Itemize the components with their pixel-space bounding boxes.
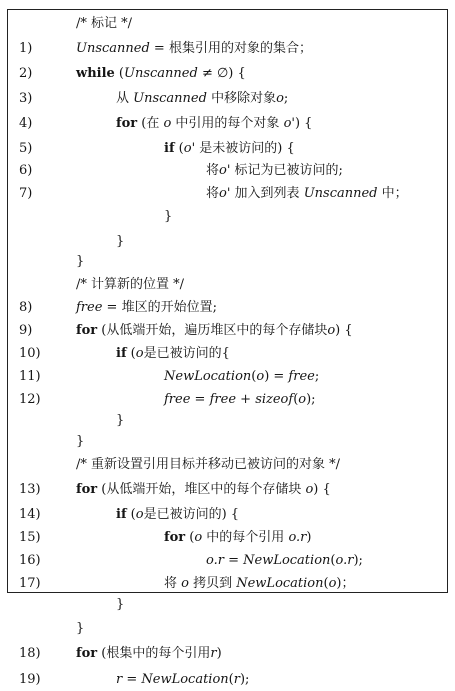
code-line [8,88,447,110]
code-text [76,320,353,342]
code-line [8,113,447,135]
math-identifier: NewLocation [236,576,324,591]
code-text [206,160,343,182]
math-identifier: sizeof [255,392,294,407]
code-fragment: (根集中的每个引用 [97,646,211,661]
code-line [8,366,447,388]
algorithm-box [7,9,448,687]
code-text [76,274,184,296]
code-fragment: ); [239,672,250,687]
code-fragment: 拷贝到 [188,576,237,591]
code-text [76,13,132,35]
code-text [76,618,84,640]
math-identifier: o' [219,186,231,201]
line-number: 4) [19,116,33,131]
math-identifier: o [135,346,144,361]
line-number: 17) [19,576,41,591]
line-number: 10) [19,346,41,361]
code-fragment: /* 标记 */ [76,16,133,31]
code-line [8,669,447,691]
code-text [76,454,340,476]
math-identifier: o [305,482,314,497]
code-fragment: ( [185,530,195,545]
keyword: for [116,116,138,131]
code-line [8,594,447,616]
keyword: for [164,530,186,545]
math-identifier: free [209,392,237,407]
math-identifier: o [328,576,337,591]
code-fragment: } [76,254,85,269]
code-fragment: 从 [116,91,134,106]
math-identifier: o [181,576,189,591]
code-fragment: ( [126,346,136,361]
code-fragment: ; [283,91,289,106]
code-fragment: 中的每个引用 [202,530,289,545]
code-line [8,573,447,595]
code-fragment: 是未被访问的) { [195,141,295,156]
line-number: 2) [19,66,33,81]
code-line [8,643,447,665]
code-fragment: ) { [335,323,353,338]
code-fragment: + [236,392,256,407]
line-number: 3) [19,91,33,106]
code-line [8,38,447,60]
code-line [8,183,447,205]
math-identifier: Unscanned [76,41,150,56]
line-number: 16) [19,553,41,568]
code-text [164,206,172,228]
code-line [8,160,447,182]
math-identifier: o [163,116,172,131]
math-identifier: o.r [335,553,354,568]
keyword: for [76,646,98,661]
code-line [8,410,447,432]
line-number: 1) [19,41,33,56]
keyword: if [164,141,175,156]
code-fragment: ) { [294,116,313,131]
line-number: 11) [19,369,41,384]
code-text [116,669,249,691]
math-identifier: o' [219,163,231,178]
keyword: for [76,323,98,338]
code-text [116,231,124,253]
math-identifier: free [76,300,103,315]
code-fragment: /* 重新设置引用目标并移动已被访问的对象 */ [76,457,341,472]
code-fragment: ( [330,553,336,568]
code-line [8,618,447,640]
line-number: 6) [19,163,33,178]
code-fragment: } [164,209,173,224]
code-fragment: ) { [313,482,331,497]
math-identifier: o.r [206,553,224,568]
keyword: for [76,482,98,497]
code-fragment: (从低端开始，堆区中的每个存储块 [97,482,306,497]
code-line [8,343,447,365]
code-fragment: ( [251,369,257,384]
code-text [116,343,230,365]
code-fragment: = [190,392,210,407]
code-fragment: 将 [206,186,220,201]
code-fragment: ) [216,646,222,661]
math-identifier: Unscanned [303,186,378,201]
code-text [116,88,288,110]
code-text [76,297,217,319]
code-line [8,231,447,253]
code-fragment: ( [293,392,299,407]
math-identifier: r [116,672,123,687]
code-fragment: = [223,553,244,568]
line-number: 5) [19,141,33,156]
line-number: 14) [19,507,41,522]
code-fragment: 标记为已被访问的; [230,163,343,178]
code-fragment: 将 [164,576,182,591]
math-identifier: o [194,530,203,545]
code-text [76,63,246,85]
code-fragment: ( [174,141,184,156]
code-text [76,38,312,60]
keyword: if [116,507,127,522]
code-text [164,527,311,549]
line-number: 8) [19,300,33,315]
math-identifier: o' [283,116,295,131]
code-text [116,504,239,526]
code-fragment: ) [306,530,312,545]
code-text [116,594,124,616]
code-fragment: = 堆区的开始位置; [102,300,217,315]
line-number: 7) [19,186,33,201]
code-fragment: ( [323,576,329,591]
code-fragment: } [76,434,85,449]
code-text [76,251,84,273]
code-line [8,297,447,319]
math-identifier: o [298,392,307,407]
code-line [8,527,447,549]
code-fragment: (从低端开始，遍历堆区中的每个存储块 [97,323,328,338]
line-number: 15) [19,530,41,545]
code-line [8,63,447,85]
math-identifier: o [276,91,284,106]
code-fragment: = 根集引用的对象的集合； [149,41,312,56]
math-identifier: NewLocation [141,672,229,687]
code-fragment: } [76,621,85,636]
math-identifier: Unscanned [124,66,198,81]
code-text [76,479,331,501]
code-fragment: 中； [377,186,408,201]
code-text [164,366,319,388]
math-identifier: o [256,369,265,384]
line-number: 13) [19,482,41,497]
code-text [206,183,408,205]
code-fragment: } [116,413,125,428]
keyword: if [116,346,127,361]
line-number: 12) [19,392,41,407]
code-fragment: ; [314,369,320,384]
code-fragment: (在 [137,116,164,131]
math-identifier: r [210,646,217,661]
code-line [8,274,447,296]
math-identifier: Unscanned [133,91,207,106]
code-fragment: } [116,234,125,249]
code-line [8,479,447,501]
code-line [8,13,447,35]
math-identifier: o [327,323,336,338]
code-text [116,410,124,432]
code-fragment: ( [114,66,125,81]
math-identifier: o.r [288,530,307,545]
code-text [206,550,363,572]
code-fragment: /* 计算新的位置 */ [76,277,185,292]
math-identifier: free [164,392,191,407]
code-text [76,431,84,453]
code-fragment: 是已被访问的) { [143,507,240,522]
code-line [8,138,447,160]
code-line [8,431,447,453]
math-identifier: r [233,672,240,687]
math-identifier: o' [183,141,196,156]
code-fragment: } [116,597,125,612]
code-text [164,389,316,411]
code-text [116,113,312,135]
code-fragment: ) = [264,369,289,384]
keyword: while [76,66,115,81]
code-text [76,643,222,665]
line-number: 18) [19,646,41,661]
code-line [8,454,447,476]
code-fragment: ≠ ∅) { [197,66,246,81]
code-fragment: 将 [206,163,220,178]
math-identifier: NewLocation [164,369,252,384]
code-line [8,206,447,228]
code-fragment: 加入到列表 [230,186,304,201]
code-fragment: 是已被访问的{ [143,346,230,361]
line-number: 19) [19,672,41,687]
code-text [164,573,355,595]
code-text [164,138,295,160]
code-fragment: ); [306,392,316,407]
line-number: 9) [19,323,33,338]
code-fragment: = [122,672,142,687]
code-line [8,504,447,526]
math-identifier: o [135,507,144,522]
code-fragment: )； [336,576,355,591]
code-fragment: 中移除对象 [206,91,277,106]
code-fragment: ( [228,672,234,687]
math-identifier: free [288,369,315,384]
code-line [8,389,447,411]
code-line [8,251,447,273]
code-fragment: 中引用的每个对象 [171,116,284,131]
code-fragment: ); [353,553,363,568]
code-line [8,550,447,572]
math-identifier: NewLocation [243,553,331,568]
code-fragment: ( [126,507,136,522]
code-line [8,320,447,342]
